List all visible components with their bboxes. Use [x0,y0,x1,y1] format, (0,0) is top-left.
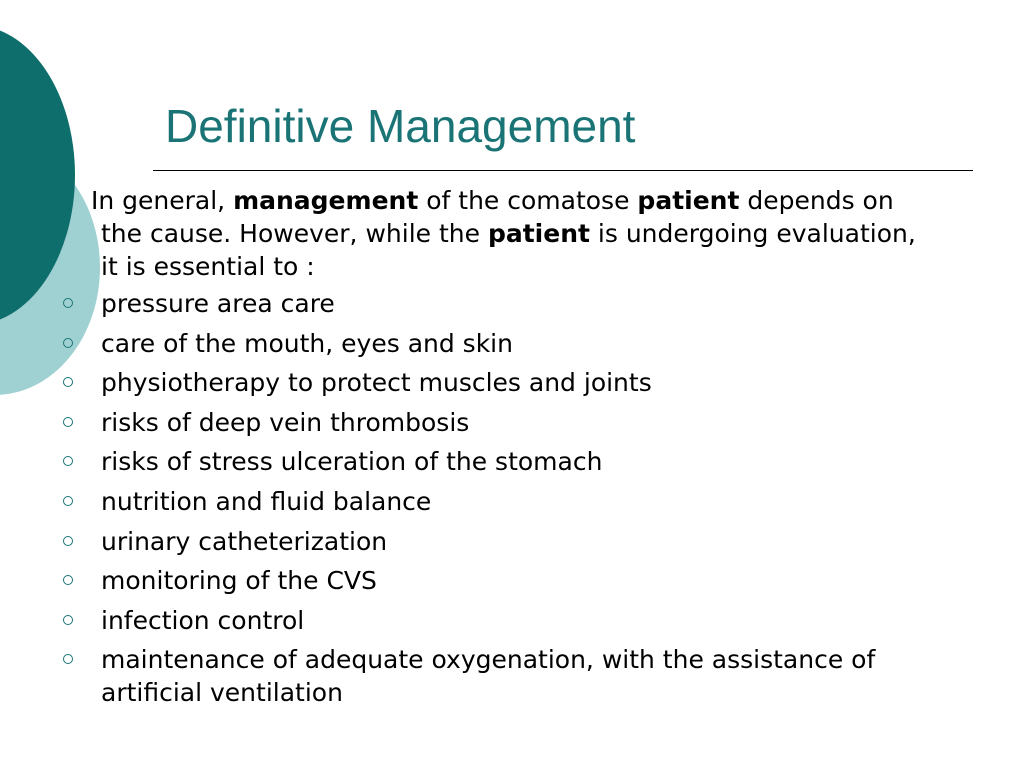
bullet-item [60,604,960,637]
bullet-text: urinary catheterization [101,526,388,556]
intro-bold-patient-2: patient [487,219,590,248]
intro-text-2: of the comatose [418,186,638,215]
bullet-item [60,525,960,558]
hollow-circle-bullet-icon [63,615,73,625]
hollow-circle-bullet-icon [63,338,73,348]
slide-title: Definitive Management [165,100,636,152]
bullet-item [60,643,960,709]
hollow-circle-bullet-icon [63,496,73,506]
bullet-text: risks of stress ulceration of the stomach [101,447,603,477]
bullet-text: care of the mouth, eyes and skin [101,328,513,358]
bullet-text: monitoring of the CVS [101,566,377,596]
hollow-circle-bullet-icon [63,456,73,466]
bullet-item [60,366,960,399]
bullet-text: pressure area care [101,289,335,318]
bullet-text: physiotherapy to protect muscles and joints [101,368,652,398]
hollow-circle-bullet-icon [63,654,73,664]
intro-bold-patient-1: patient [637,186,740,215]
bullet-item [60,485,960,518]
bullet-item [60,327,960,360]
bullet-text: maintenance of adequate oxygenation, with the assistance of artificial ventilation [101,645,876,708]
bullet-item [60,287,960,320]
hollow-circle-bullet-icon [63,417,73,427]
bullet-list [60,287,960,716]
hollow-circle-bullet-icon [63,298,73,308]
hollow-circle-bullet-icon [63,377,73,387]
intro-text-4: is undergoing evaluation, it is essential to : [101,219,916,281]
bullet-text: risks of deep vein thrombosis [101,407,470,437]
title-underline-divider [153,170,973,171]
intro-paragraph [91,184,921,283]
bullet-item [60,564,960,597]
intro-text-3: depends on the cause. However, while the [101,186,894,248]
hollow-circle-bullet-icon [63,575,73,585]
bullet-text: infection control [101,605,305,635]
hollow-circle-bullet-icon [63,536,73,546]
bullet-item [60,406,960,439]
bullet-item [60,445,960,478]
intro-bold-management: management [233,186,419,215]
intro-text-1: In general, [91,186,234,215]
bullet-text: nutrition and fluid balance [101,486,432,516]
